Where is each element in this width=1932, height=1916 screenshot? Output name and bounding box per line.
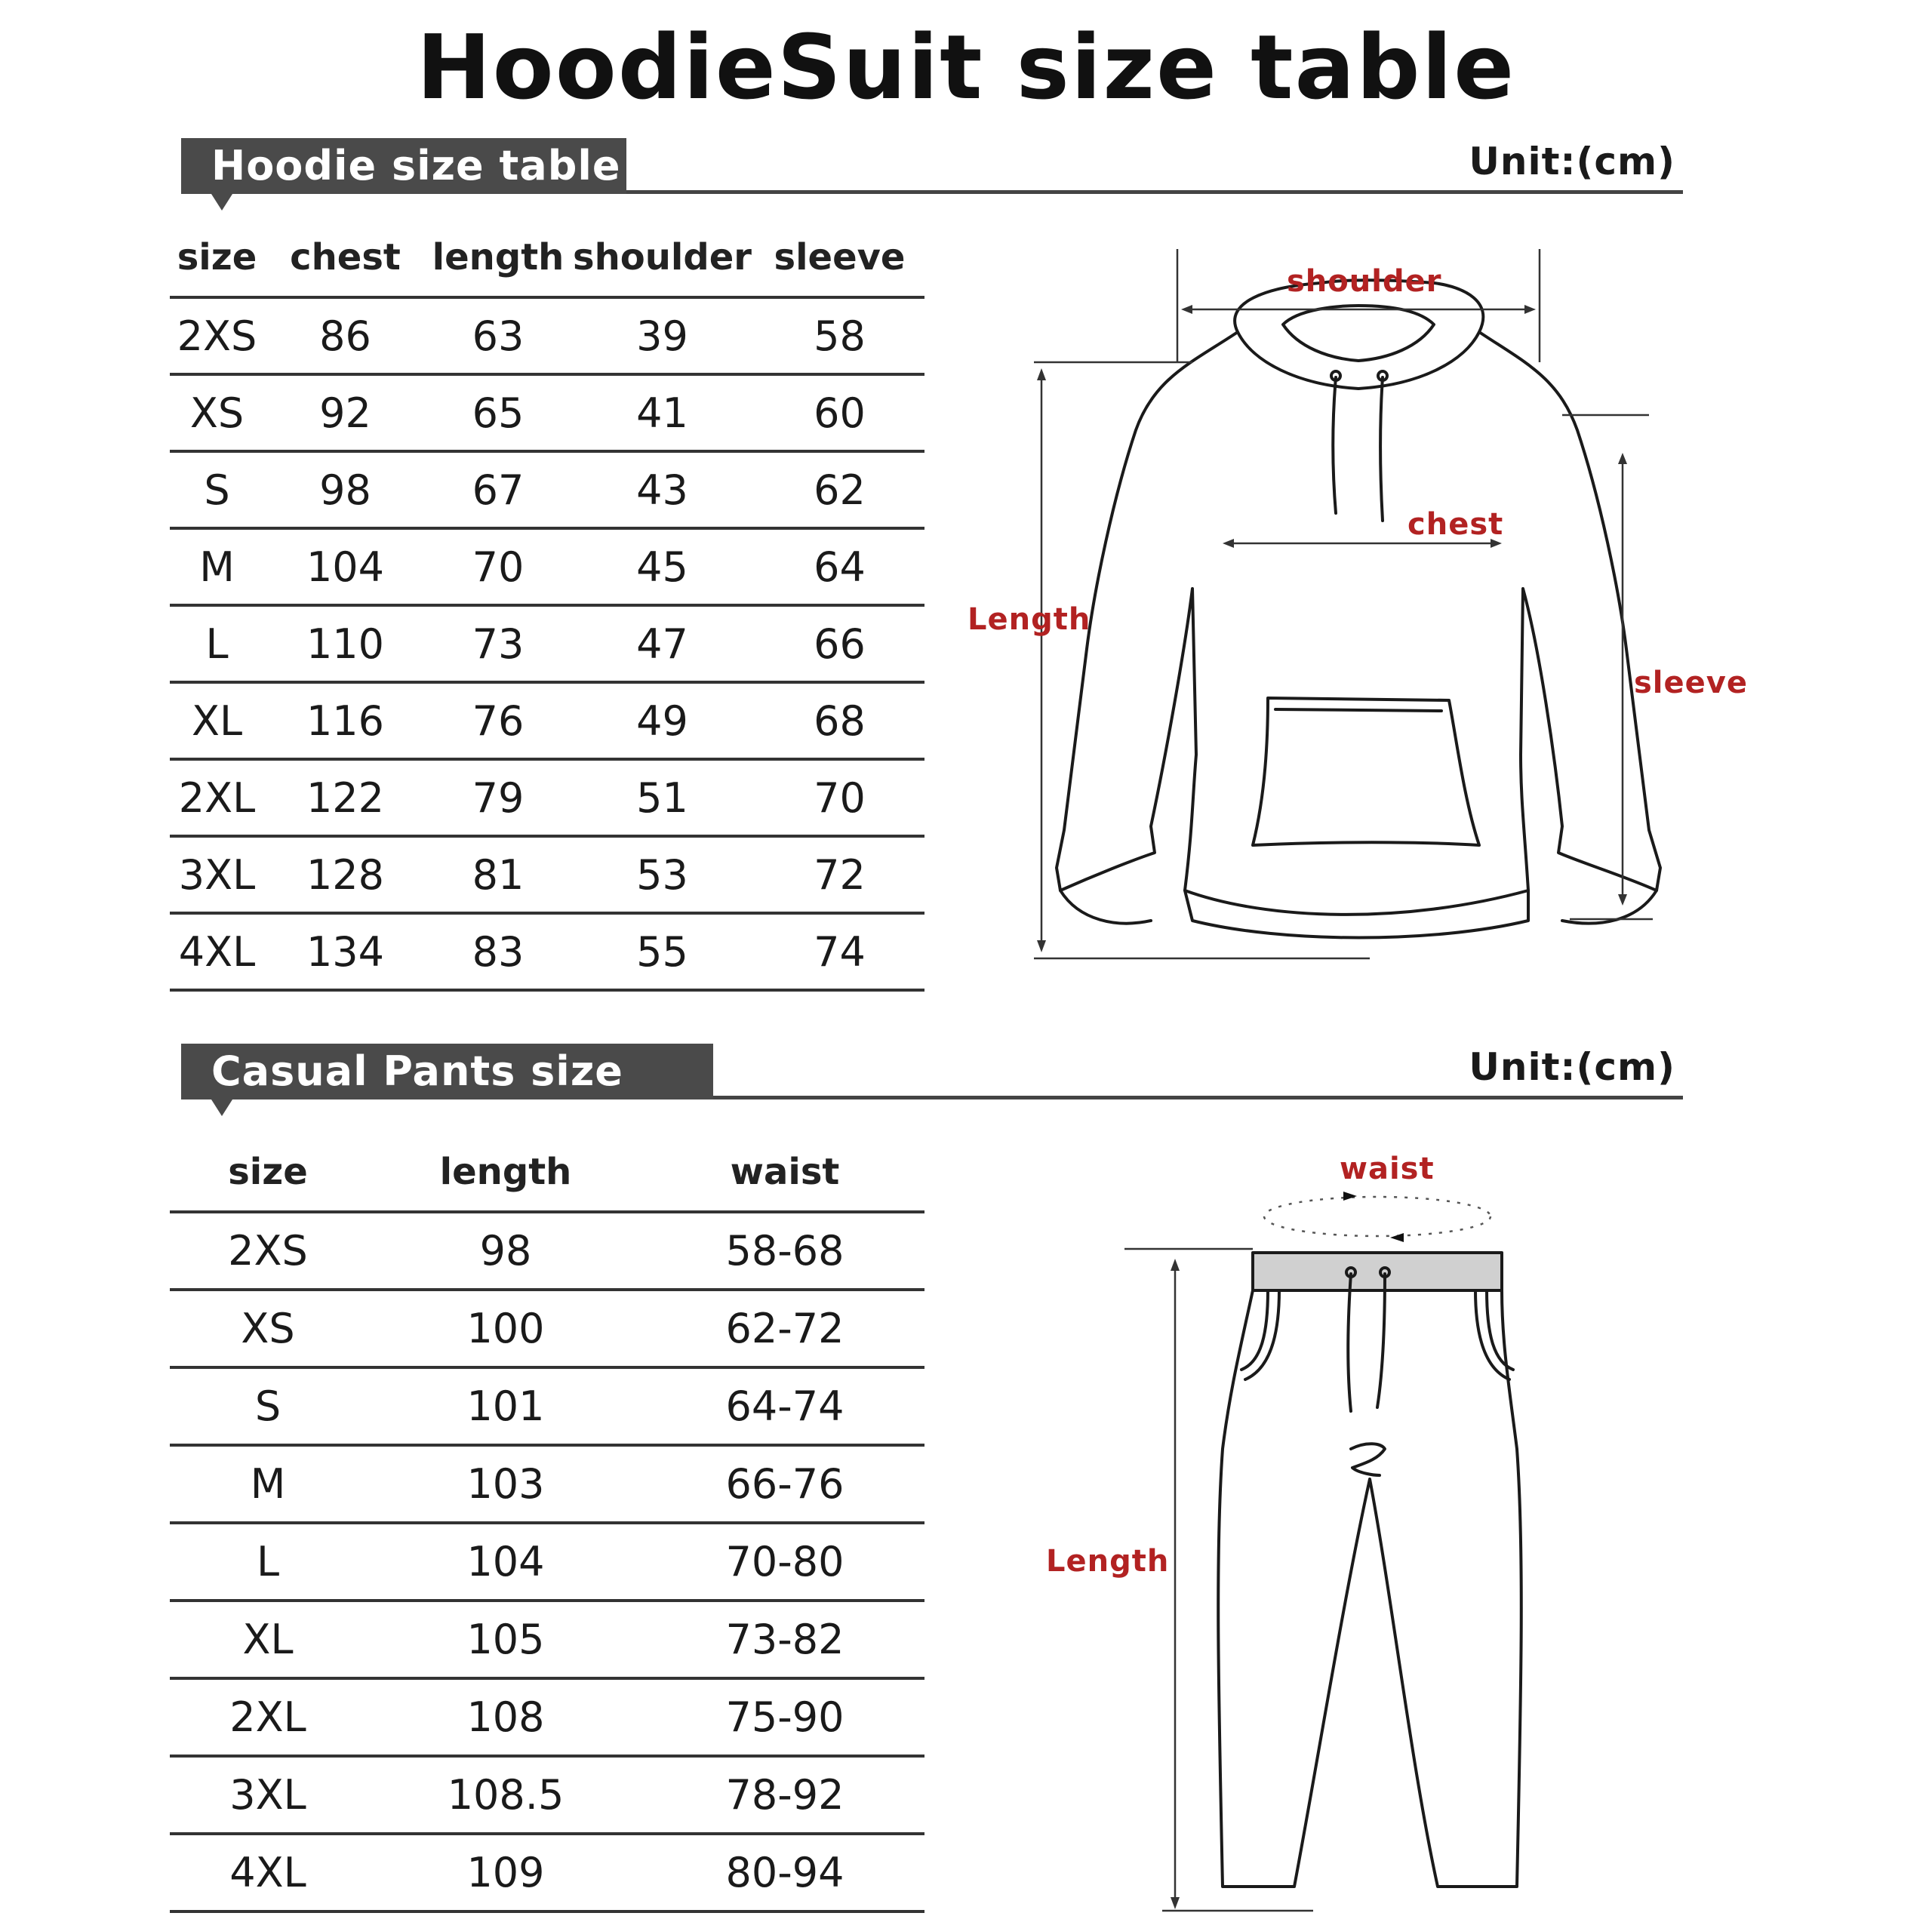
- table-row: [170, 1445, 924, 1523]
- table-row: [170, 451, 924, 528]
- table-row: [170, 1212, 924, 1290]
- cell-shoulder: 49: [570, 682, 755, 759]
- pants-table-header-row: [170, 1133, 924, 1212]
- cell-chest: 110: [264, 605, 426, 682]
- cell-shoulder: 39: [570, 297, 755, 374]
- table-row: [170, 1678, 924, 1756]
- table-row: [170, 759, 924, 836]
- cell-length: 101: [366, 1367, 645, 1445]
- cell-length: 108.5: [366, 1756, 645, 1834]
- header-notch: [211, 194, 232, 211]
- cell-waist: 78-92: [645, 1756, 924, 1834]
- column-header-length: length: [366, 1133, 645, 1212]
- cell-size: S: [170, 1367, 366, 1445]
- hoodie-header-text: Hoodie size table: [211, 142, 621, 189]
- cell-waist: 66-76: [645, 1445, 924, 1523]
- cell-chest: 104: [264, 528, 426, 605]
- cell-waist: 64-74: [645, 1367, 924, 1445]
- cell-size: L: [170, 605, 264, 682]
- cell-chest: 128: [264, 836, 426, 913]
- column-header-shoulder: shoulder: [570, 219, 755, 297]
- cell-size: 2XL: [170, 759, 264, 836]
- cell-sleeve: 60: [755, 374, 924, 451]
- table-row: [170, 605, 924, 682]
- cell-chest: 134: [264, 913, 426, 990]
- cell-sleeve: 62: [755, 451, 924, 528]
- cell-length: 105: [366, 1601, 645, 1678]
- cell-sleeve: 72: [755, 836, 924, 913]
- cell-size: XL: [170, 682, 264, 759]
- cell-length: 108: [366, 1678, 645, 1756]
- column-header-waist: waist: [645, 1133, 924, 1212]
- cell-chest: 92: [264, 374, 426, 451]
- cell-shoulder: 55: [570, 913, 755, 990]
- cell-size: 3XL: [170, 1756, 366, 1834]
- cell-length: 70: [426, 528, 570, 605]
- pants-waist-label: waist: [1340, 1152, 1435, 1186]
- cell-length: 73: [426, 605, 570, 682]
- cell-shoulder: 51: [570, 759, 755, 836]
- table-row: [170, 1834, 924, 1911]
- cell-length: 67: [426, 451, 570, 528]
- cell-shoulder: 47: [570, 605, 755, 682]
- pants-size-table: [170, 1133, 924, 1913]
- cell-size: M: [170, 528, 264, 605]
- hoodie-section-header: [181, 138, 626, 194]
- hoodie-shoulder-label: shoulder: [1287, 264, 1442, 299]
- cell-waist: 75-90: [645, 1678, 924, 1756]
- cell-waist: 58-68: [645, 1212, 924, 1290]
- hoodie-length-label: Length: [968, 602, 1091, 637]
- cell-size: S: [170, 451, 264, 528]
- cell-size: XL: [170, 1601, 366, 1678]
- cell-shoulder: 41: [570, 374, 755, 451]
- pants-unit-label: Unit:(cm): [1469, 1045, 1675, 1089]
- cell-length: 65: [426, 374, 570, 451]
- cell-size: L: [170, 1523, 366, 1601]
- cell-length: 63: [426, 297, 570, 374]
- cell-length: 81: [426, 836, 570, 913]
- cell-shoulder: 43: [570, 451, 755, 528]
- cell-shoulder: 45: [570, 528, 755, 605]
- table-row: [170, 1523, 924, 1601]
- cell-size: 2XS: [170, 1212, 366, 1290]
- pants-length-label: Length: [1046, 1544, 1170, 1579]
- table-row: [170, 682, 924, 759]
- cell-length: 76: [426, 682, 570, 759]
- cell-waist: 73-82: [645, 1601, 924, 1678]
- hoodie-size-table: [170, 219, 924, 992]
- cell-sleeve: 68: [755, 682, 924, 759]
- pants-header-text: Casual Pants size table: [211, 1047, 623, 1151]
- cell-size: 4XL: [170, 1834, 366, 1911]
- cell-chest: 116: [264, 682, 426, 759]
- table-row: [170, 1601, 924, 1678]
- cell-size: 2XS: [170, 297, 264, 374]
- cell-length: 98: [366, 1212, 645, 1290]
- hoodie-header-rule: [626, 190, 1683, 194]
- column-header-sleeve: sleeve: [755, 219, 924, 297]
- cell-size: XS: [170, 374, 264, 451]
- table-row: [170, 528, 924, 605]
- pants-header-rule: [713, 1096, 1683, 1099]
- table-row: [170, 1756, 924, 1834]
- column-header-size: size: [170, 219, 264, 297]
- cell-sleeve: 64: [755, 528, 924, 605]
- table-row: [170, 374, 924, 451]
- cell-length: 109: [366, 1834, 645, 1911]
- hoodie-chest-label: chest: [1407, 507, 1504, 542]
- cell-chest: 86: [264, 297, 426, 374]
- cell-length: 100: [366, 1290, 645, 1367]
- cell-size: 4XL: [170, 913, 264, 990]
- cell-size: M: [170, 1445, 366, 1523]
- cell-shoulder: 53: [570, 836, 755, 913]
- table-row: [170, 1367, 924, 1445]
- hoodie-table-header-row: [170, 219, 924, 297]
- table-row: [170, 836, 924, 913]
- table-row: [170, 913, 924, 990]
- page-title: HoodieSuit size table: [416, 15, 1516, 119]
- cell-size: 2XL: [170, 1678, 366, 1756]
- cell-chest: 122: [264, 759, 426, 836]
- hoodie-sleeve-label: sleeve: [1634, 666, 1748, 700]
- header-notch: [211, 1099, 232, 1116]
- column-header-size: size: [170, 1133, 366, 1212]
- cell-waist: 62-72: [645, 1290, 924, 1367]
- cell-sleeve: 74: [755, 913, 924, 990]
- table-row: [170, 1290, 924, 1367]
- cell-sleeve: 66: [755, 605, 924, 682]
- cell-length: 104: [366, 1523, 645, 1601]
- column-header-chest: chest: [264, 219, 426, 297]
- pants-section-header: [181, 1044, 713, 1151]
- cell-chest: 98: [264, 451, 426, 528]
- cell-size: XS: [170, 1290, 366, 1367]
- column-header-length: length: [426, 219, 570, 297]
- cell-waist: 70-80: [645, 1523, 924, 1601]
- cell-size: 3XL: [170, 836, 264, 913]
- cell-sleeve: 58: [755, 297, 924, 374]
- hoodie-unit-label: Unit:(cm): [1469, 140, 1675, 183]
- table-row: [170, 297, 924, 374]
- cell-waist: 80-94: [645, 1834, 924, 1911]
- cell-sleeve: 70: [755, 759, 924, 836]
- cell-length: 79: [426, 759, 570, 836]
- pants-diagram: [1117, 1177, 1540, 1913]
- cell-length: 103: [366, 1445, 645, 1523]
- cell-length: 83: [426, 913, 570, 990]
